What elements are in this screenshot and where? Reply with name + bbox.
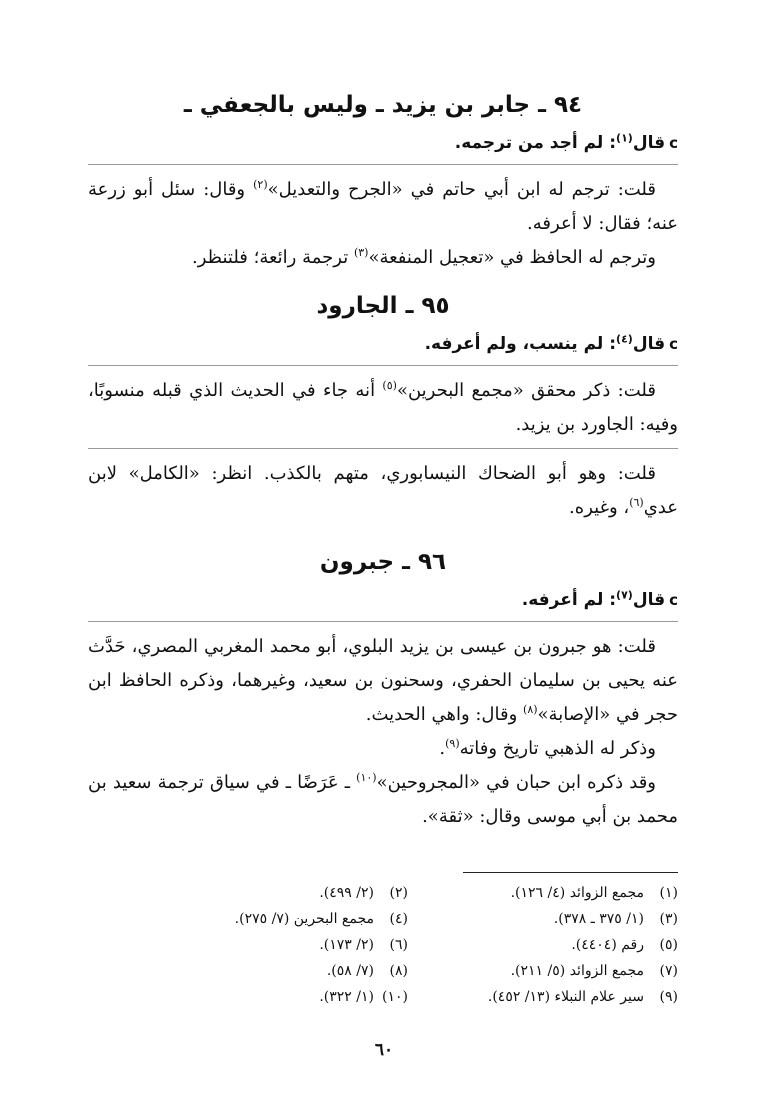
entry-95-paragraph-1: قلت: ذكر محقق «مجمع البحرين»$^{(٥)}$ أنه جاء في الحديث الذي قبله منسوبًا، وفيه: الجاورد بن يزيد. [88, 379, 678, 435]
entry-94-qal: cقال$^{(١)}$: لم أجد من ترجمه. [454, 131, 678, 153]
footnote-number: (٧) [659, 963, 678, 979]
footnote-item [408, 960, 678, 982]
page-number: ٦٠ [374, 1040, 394, 1060]
footnote-text: (١/ ٣٧٥ ـ ٣٧٨). [553, 911, 644, 927]
footnote-ref[interactable]: (٣) [353, 246, 369, 259]
entry-95-qal: cقال$^{(٤)}$: لم ينسب، ولم أعرفه. [424, 332, 678, 354]
footnote-item [408, 934, 678, 956]
entry-96-qal: cقال$^{(٧)}$: لم أعرفه. [521, 588, 678, 610]
footnote-text: (١/ ٣٢٢). [319, 989, 374, 1005]
entry-94-paragraph-1: قلت: ترجم له ابن أبي حاتم في «الجرح والتعديل»$^{(٢)}$ وقال: سئل أبو زرعة عنه؛ فقال: لا أعرفه. [88, 178, 678, 234]
footnote-ref[interactable]: (٥) [382, 379, 397, 392]
circle-marker-icon: c [669, 134, 678, 152]
footnote-number: (٦) [389, 937, 408, 953]
footnote-item [138, 908, 408, 930]
circle-marker-icon: c [669, 591, 678, 609]
footnote-item [138, 986, 408, 1008]
footnote-ref[interactable]: (٢) [253, 178, 268, 191]
separator-rule [88, 448, 678, 449]
footnote-ref[interactable]: (٨) [523, 703, 538, 716]
footnote-ref[interactable]: (٤) [616, 332, 633, 346]
footnote-item [408, 882, 678, 904]
footnote-item [138, 882, 408, 904]
footnote-number: (٨) [389, 963, 408, 979]
footnote-text: رقم (٤٤٠٤). [571, 937, 644, 953]
footnote-ref[interactable]: (٧) [616, 588, 633, 602]
footnote-number: (١) [659, 885, 678, 901]
entry-94-paragraph-2: وترجم له الحافظ في «تعجيل المنفعة»$^{(٣)}$ ترجمة رائعة؛ فلتنظر. [192, 246, 656, 268]
footnote-number: (٤) [389, 911, 408, 927]
entry-95-heading: ٩٥ ـ الجارود [316, 293, 450, 319]
entry-96-paragraph-2: وذكر له الذهبي تاريخ وفاته$^{(٩)}$. [439, 737, 656, 759]
footnote-text: مجمع البحرين (٧/ ٢٧٥). [234, 911, 374, 927]
footnote-text: سير علام النبلاء (١٣/ ٤٥٢). [487, 989, 644, 1005]
footnote-number: (٩) [659, 989, 678, 1005]
footnote-text: مجمع الزوائد (٤/ ١٢٦). [510, 885, 644, 901]
footnote-number: (١٠) [382, 989, 408, 1005]
separator-rule [88, 164, 678, 165]
footnote-text: (٧/ ٥٨). [326, 963, 374, 979]
footnote-ref[interactable]: (١) [616, 131, 633, 145]
footnote-number: (٥) [659, 937, 678, 953]
footnote-ref[interactable]: (٦) [629, 496, 644, 509]
separator-rule [88, 621, 678, 622]
footnote-item [408, 986, 678, 1008]
entry-96-paragraph-1: قلت: هو جبرون بن عيسى بن يزيد البلوي، أبو محمد المغربي المصري، حَدَّث عنه يحيى بن سليمان الحفري، وسحنون بن سعيد، وغيرهما، وذكره الحافظ ابن حجر في «الإصابة»$^{(٨)}$ وقال: واهي الحديث. [88, 636, 678, 725]
footnote-item [138, 960, 408, 982]
main-text [88, 88, 678, 834]
footnote-ref[interactable]: (١٠) [356, 771, 377, 784]
circle-marker-icon: c [669, 335, 678, 353]
entry-96-paragraph-3: وقد ذكره ابن حبان في «المجروحين»$^{(١٠)}$ ـ عَرَضًا ـ في سياق ترجمة سعيد بن محمد بن أبي موسى وقال: «ثقة». [88, 771, 678, 827]
footnote-item [138, 934, 408, 956]
entry-94-heading: ٩٤ ـ جابر بن يزيد ـ وليس بالجعفي ـ [183, 92, 583, 118]
footnotes-rule [463, 872, 678, 873]
footnote-ref[interactable]: (٩) [445, 737, 460, 750]
footnote-text: (٢/ ٤٩٩). [319, 885, 374, 901]
footnote-number: (٣) [659, 911, 678, 927]
footnote-number: (٢) [389, 885, 408, 901]
footnote-text: (٢/ ١٧٣). [319, 937, 374, 953]
footnote-text: مجمع الزوائد (٥/ ٢١١). [510, 963, 644, 979]
entry-96-heading: ٩٦ ـ جبرون [319, 549, 447, 575]
footnotes [138, 882, 678, 1008]
entry-95-paragraph-2: قلت: وهو أبو الضحاك النيسابوري، متهم بالكذب. انظر: «الكامل» لابن عدي$^{(٦)}$، وغيره. [88, 463, 678, 518]
separator-rule [88, 365, 678, 366]
footnote-item [408, 908, 678, 930]
